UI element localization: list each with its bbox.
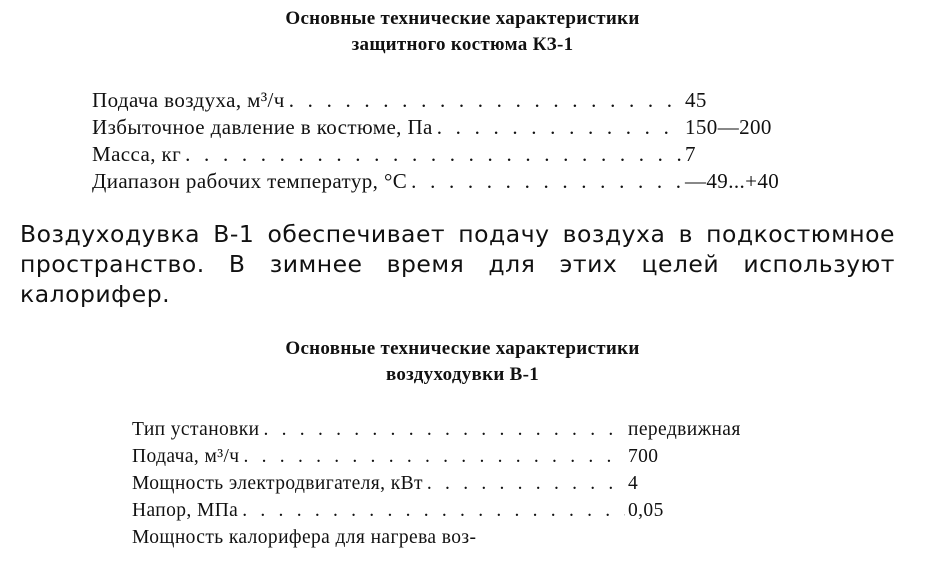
spec-value: 700 xyxy=(628,446,659,467)
spec-label: Напор, МПа xyxy=(132,500,239,521)
spec-value: 45 xyxy=(685,88,707,112)
heading-b1 xyxy=(0,336,925,388)
spec-row-continuation xyxy=(132,524,782,551)
spec-row xyxy=(92,168,797,195)
dot-leader xyxy=(244,443,626,470)
spec-table-kz1 xyxy=(92,87,797,195)
spec-label: Подача, м³/ч xyxy=(132,446,240,467)
spec-label: Мощность калорифера для нагрева воз- xyxy=(132,527,477,548)
dot-leader xyxy=(289,87,682,114)
spec-value: —49...+40 xyxy=(685,169,780,193)
spec-label: Подача воздуха, м³/ч xyxy=(92,88,285,112)
spec-row xyxy=(132,497,782,524)
spec-row xyxy=(132,416,782,443)
spec-value: 4 xyxy=(628,473,639,494)
heading-b1-line1: Основные технические характеристики xyxy=(285,338,640,359)
body-paragraph: Воздуходувка В-1 обеспечивает подачу воздуха в подкостюмное пространство. В зимнее время для этих целей используют калорифер. xyxy=(20,220,895,308)
spec-label: Диапазон рабочих температур, °С xyxy=(92,169,408,193)
spec-value: 150—200 xyxy=(685,115,772,139)
spec-value: 0,05 xyxy=(628,500,664,521)
spec-row xyxy=(132,443,782,470)
dot-leader xyxy=(264,416,626,443)
spec-row xyxy=(132,470,782,497)
heading-kz1-line2: защитного костюма КЗ-1 xyxy=(351,34,574,55)
spec-label: Мощность электродвигателя, кВт xyxy=(132,473,423,494)
dot-leader xyxy=(185,141,682,168)
spec-label: Тип установки xyxy=(132,419,260,440)
dot-leader xyxy=(242,497,625,524)
heading-b1-line2: воздуходувки В-1 xyxy=(385,364,540,385)
dot-leader xyxy=(437,114,682,141)
spec-table-b1 xyxy=(132,416,782,551)
heading-kz1-line1: Основные технические характеристики xyxy=(285,8,640,29)
spec-row xyxy=(92,114,797,141)
spec-row xyxy=(92,87,797,114)
spec-row xyxy=(92,141,797,168)
dot-leader xyxy=(427,470,625,497)
spec-value: передвижная xyxy=(628,419,741,440)
heading-kz1 xyxy=(0,6,925,58)
spec-label: Избыточное давление в костюме, Па xyxy=(92,115,433,139)
spec-label: Масса, кг xyxy=(92,142,182,166)
dot-leader xyxy=(411,168,682,195)
spec-value: 7 xyxy=(685,142,696,166)
